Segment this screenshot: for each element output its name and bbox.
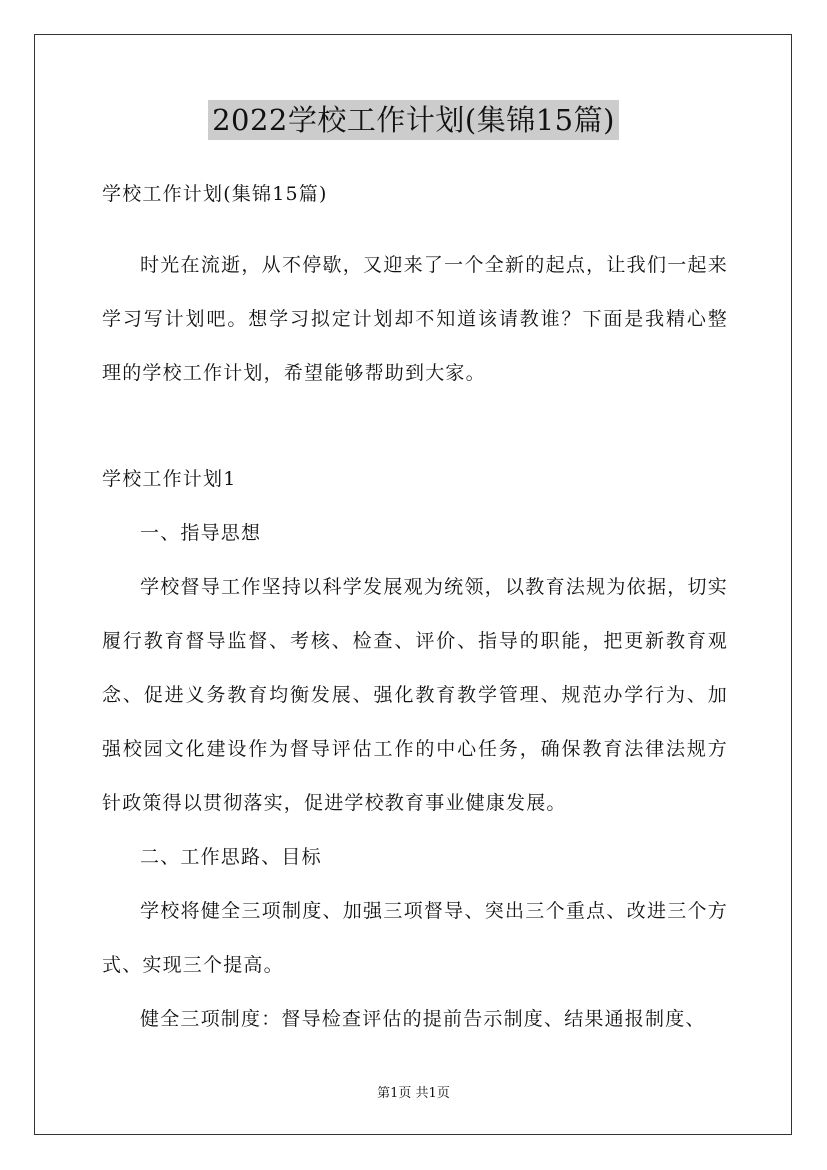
section-heading: 学校工作计划1 xyxy=(102,468,237,490)
heading-work-ideas-goals: 二、工作思路、目标 xyxy=(140,846,322,868)
document-title: 2022学校工作计划(集锦15篇) xyxy=(208,100,619,140)
title-container xyxy=(0,100,827,140)
intro-paragraph: 时光在流逝，从不停歇，又迎来了一个全新的起点，让我们一起来学习写计划吧。想学习拟定计划却不知道该请教谁？下面是我精心整理的学校工作计划，希望能够帮助到大家。 xyxy=(102,254,728,384)
paragraph-work-ideas: 学校将健全三项制度、加强三项督导、突出三个重点、改进三个方式、实现三个提高。 xyxy=(102,900,728,976)
document-subtitle: 学校工作计划(集锦15篇) xyxy=(102,183,328,205)
heading-guiding-ideology: 一、指导思想 xyxy=(140,522,262,544)
paragraph-three-systems: 健全三项制度：督导检查评估的提前告示制度、结果通报制度、 xyxy=(140,1008,706,1030)
paragraph-guiding-ideology: 学校督导工作坚持以科学发展观为统领，以教育法规为依据，切实履行教育督导监督、考核、检查、评价、指导的职能，把更新教育观念、促进义务教育均衡发展、强化教育教学管理、规范办学行为、加强校园文化建设作为督导评估工作的中心任务，确保教育法律法规方针政策得以贯彻落实，促进学校教育事业健康发展。 xyxy=(102,576,728,814)
page-footer: 第1页 共1页 xyxy=(377,1086,450,1101)
document-body xyxy=(102,175,728,1046)
blank-line xyxy=(102,400,728,452)
